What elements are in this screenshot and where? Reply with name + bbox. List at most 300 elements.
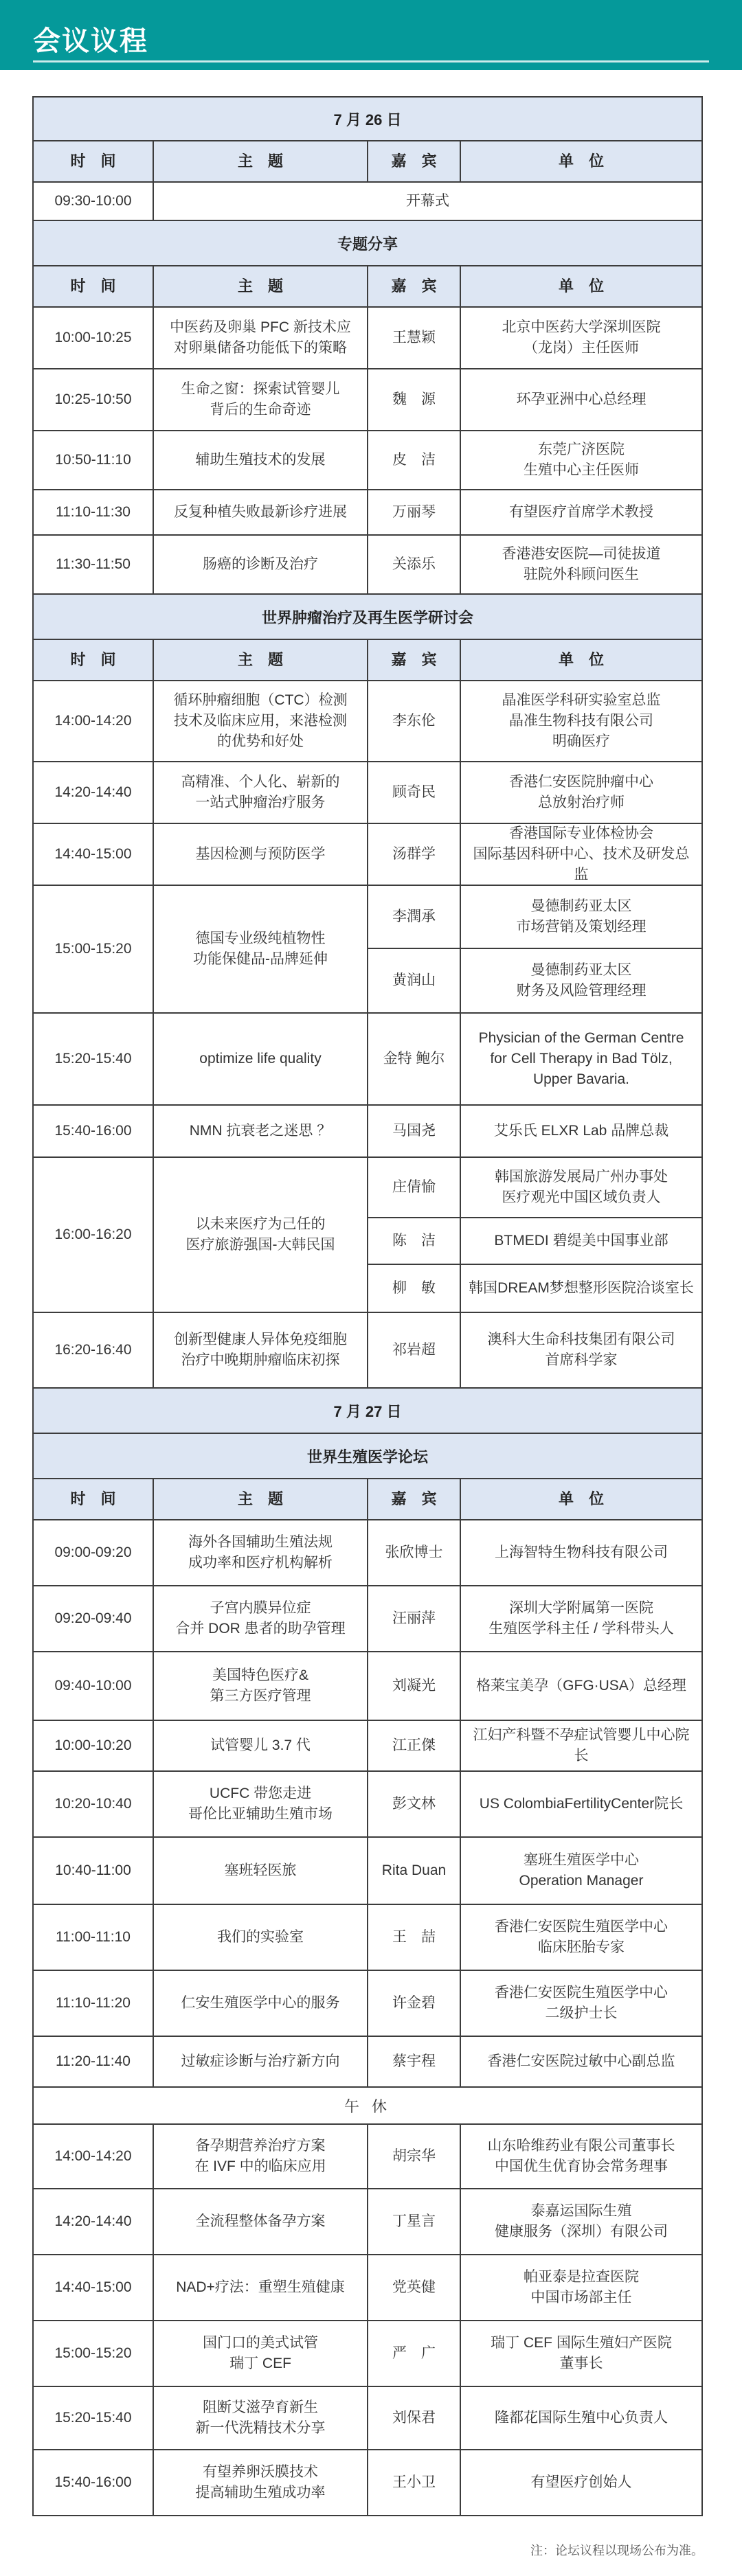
unit-cell-text: 曼德制药亚太区 市场营销及策划经理 bbox=[516, 898, 647, 935]
unit-cell-text: 香港港安医院—司徒拔道 驻院外科顾问医生 bbox=[502, 546, 661, 582]
unit-cell bbox=[461, 824, 701, 885]
topic-cell-text: 中医药及卵巢 PFC 新技术应 对卵巢储备功能低下的策略 bbox=[170, 319, 351, 356]
speaker-cell-text: 蔡宇程 bbox=[392, 2053, 436, 2069]
unit-cell-text: 帕亚泰是拉查医院 中国市场部主任 bbox=[524, 2269, 639, 2305]
table-row bbox=[32, 1838, 703, 1905]
table-row bbox=[32, 2321, 703, 2387]
table-row bbox=[32, 2037, 703, 2088]
speaker-cell bbox=[368, 1971, 461, 2036]
section-title: 专题分享 bbox=[32, 221, 703, 266]
speaker-cell-text: 党英健 bbox=[392, 2279, 436, 2295]
topic-cell bbox=[154, 490, 368, 534]
unit-cell-text: 深圳大学附属第一医院 生殖医学科主任 / 学科带头人 bbox=[488, 1600, 674, 1637]
topic-cell-text: 海外各国辅助生殖法规 成功率和医疗机构解析 bbox=[188, 1534, 333, 1571]
unit-cell-text: 山东哈维药业有限公司董事长 中国优生优育协会常务理事 bbox=[487, 2138, 675, 2174]
topic-cell-text: 有望养卵沃膜技术 提高辅助生殖成功率 bbox=[195, 2464, 326, 2500]
time-cell bbox=[34, 2450, 154, 2515]
header-topic bbox=[154, 141, 368, 181]
speaker-cell-text: 王 喆 bbox=[392, 1929, 436, 1945]
unit-cell bbox=[461, 1905, 701, 1970]
time-cell-text: 14:20-14:40 bbox=[54, 784, 132, 800]
time-cell bbox=[34, 1106, 154, 1156]
time-cell-text: 15:20-15:40 bbox=[54, 2410, 132, 2426]
speaker-cell bbox=[368, 1158, 461, 1217]
speaker-subrow bbox=[368, 1158, 701, 1218]
speaker-cell-text: 万丽琴 bbox=[392, 504, 436, 520]
header-unit bbox=[461, 1479, 701, 1519]
topic-cell bbox=[154, 1313, 368, 1387]
time-cell-text: 09:40-10:00 bbox=[54, 1678, 132, 1694]
topic-cell-text: 国门口的美式试管 瑞丁 CEF bbox=[203, 2335, 318, 2371]
header-topic-text: 主 题 bbox=[237, 1490, 283, 1507]
table-row bbox=[32, 2387, 703, 2450]
unit-cell bbox=[461, 2387, 701, 2449]
unit-cell-text: 东莞广济医院 生殖中心主任医师 bbox=[524, 442, 639, 478]
header-time-text: 时 间 bbox=[70, 1490, 116, 1507]
time-cell bbox=[34, 308, 154, 368]
time-cell bbox=[34, 762, 154, 823]
time-cell bbox=[34, 2125, 154, 2188]
header-banner bbox=[0, 0, 742, 70]
speaker-cell-text: 王小卫 bbox=[392, 2474, 436, 2490]
speaker-cell bbox=[368, 369, 461, 430]
time-cell bbox=[34, 183, 154, 220]
speaker-subrow bbox=[368, 949, 701, 1012]
speaker-cell-text: 许金碧 bbox=[392, 1995, 436, 2011]
break-row: 午 休 bbox=[32, 2088, 703, 2125]
speaker-subrow bbox=[368, 886, 701, 949]
table-row bbox=[32, 2189, 703, 2255]
topic-cell-text: 创新型健康人异体免疫细胞 治疗中晚期肿瘤临床初探 bbox=[174, 1332, 347, 1368]
header-topic bbox=[154, 266, 368, 306]
table-header bbox=[32, 266, 703, 308]
time-cell-text: 11:10-11:20 bbox=[56, 1995, 131, 2011]
header-speaker bbox=[368, 640, 461, 680]
time-cell-text: 11:00-11:10 bbox=[56, 1929, 131, 1945]
unit-cell bbox=[461, 2255, 701, 2320]
unit-cell bbox=[461, 2037, 701, 2086]
unit-cell bbox=[461, 681, 701, 761]
topic-cell-text: 反复种植失败最新诊疗进展 bbox=[174, 504, 347, 520]
speaker-cell bbox=[368, 2189, 461, 2254]
topic-cell-text: optimize life quality bbox=[199, 1051, 322, 1067]
speaker-cell-text: 刘凝光 bbox=[392, 1678, 436, 1694]
unit-cell-text: Physician of the German Centre for Cell Therapy in Bad Tölz, Upper Bavaria. bbox=[478, 1030, 684, 1087]
unit-cell bbox=[461, 1652, 701, 1720]
table-header bbox=[32, 141, 703, 183]
unit-cell-text: 环孕亚洲中心总经理 bbox=[516, 391, 647, 407]
time-cell-text: 09:30-10:00 bbox=[54, 193, 132, 209]
speaker-cell-text: 李潤承 bbox=[392, 909, 436, 924]
unit-cell bbox=[461, 1313, 701, 1387]
topic-cell-text: 全流程整体备孕方案 bbox=[195, 2213, 326, 2229]
header-time bbox=[34, 141, 154, 181]
topic-cell bbox=[154, 1971, 368, 2036]
topic-cell-text: 试管婴儿 3.7 代 bbox=[210, 1737, 311, 1753]
topic-cell bbox=[154, 431, 368, 489]
topic-cell bbox=[154, 2450, 368, 2515]
section-title: 7 月 26 日 bbox=[32, 96, 703, 141]
speaker-cell bbox=[368, 2321, 461, 2386]
footnote: 注：论坛议程以现场公布为准。 bbox=[530, 2544, 704, 2557]
speaker-cell bbox=[368, 1520, 461, 1585]
time-cell-text: 11:10-11:30 bbox=[56, 504, 131, 520]
unit-cell-text: 格莱宝美孕（GFG·USA）总经理 bbox=[476, 1678, 686, 1694]
time-cell bbox=[34, 1721, 154, 1770]
unit-cell bbox=[461, 490, 701, 534]
section-title: 世界肿瘤治疗及再生医学研讨会 bbox=[32, 595, 703, 640]
speaker-cell-text: 柳 敏 bbox=[392, 1280, 436, 1296]
unit-cell-text: 瑞丁 CEF 国际生殖妇产医院 董事长 bbox=[491, 2335, 672, 2371]
time-cell bbox=[34, 1014, 154, 1104]
table-row bbox=[32, 681, 703, 762]
time-cell bbox=[34, 1905, 154, 1970]
unit-cell bbox=[461, 1838, 701, 1904]
topic-cell bbox=[154, 2321, 368, 2386]
time-cell bbox=[34, 536, 154, 593]
speaker-cell bbox=[368, 681, 461, 761]
unit-cell-text: 有望医疗首席学术教授 bbox=[509, 504, 653, 520]
header-speaker-text: 嘉 宾 bbox=[391, 651, 437, 668]
topic-cell-text: UCFC 带您走进 哥伦比亚辅助生殖市场 bbox=[188, 1786, 333, 1822]
header-time-text: 时 间 bbox=[70, 277, 116, 295]
topic-cell-text: 辅助生殖技术的发展 bbox=[195, 452, 326, 468]
table-row bbox=[32, 1014, 703, 1106]
speaker-cell bbox=[368, 886, 461, 948]
topic-cell bbox=[154, 308, 368, 368]
speaker-cell-text: 张欣博士 bbox=[385, 1545, 443, 1560]
header-topic bbox=[154, 640, 368, 680]
speaker-cell-text: 皮 洁 bbox=[392, 452, 436, 468]
topic-cell bbox=[154, 2125, 368, 2188]
header-topic-text: 主 题 bbox=[237, 651, 283, 668]
time-cell bbox=[34, 2321, 154, 2386]
speaker-cell-text: 胡宗华 bbox=[392, 2148, 436, 2164]
unit-cell bbox=[461, 1014, 701, 1104]
header-unit-text: 单 位 bbox=[558, 1490, 604, 1507]
unit-cell bbox=[461, 762, 701, 823]
speaker-cell-text: 庄倩愉 bbox=[392, 1179, 436, 1195]
topic-cell bbox=[154, 1106, 368, 1156]
time-cell-text: 10:20-10:40 bbox=[54, 1796, 132, 1812]
table-row bbox=[32, 183, 703, 221]
header-topic-text: 主 题 bbox=[237, 152, 283, 170]
header-unit bbox=[461, 266, 701, 306]
header-unit-text: 单 位 bbox=[558, 152, 604, 170]
speaker-cell bbox=[368, 2387, 461, 2449]
unit-cell-text: 艾乐氏 ELXR Lab 品牌总裁 bbox=[493, 1123, 669, 1139]
unit-cell bbox=[461, 1586, 701, 1651]
header-time-text: 时 间 bbox=[70, 651, 116, 668]
topic-cell bbox=[154, 2387, 368, 2449]
time-cell-text: 15:00-15:20 bbox=[54, 2345, 132, 2361]
speaker-cell bbox=[368, 308, 461, 368]
table-row bbox=[32, 2125, 703, 2189]
speaker-cell-text: 陈 洁 bbox=[392, 1233, 436, 1249]
table-row bbox=[32, 536, 703, 595]
topic-cell bbox=[154, 1586, 368, 1651]
speaker-cell bbox=[368, 2037, 461, 2086]
time-cell bbox=[34, 681, 154, 761]
unit-cell bbox=[461, 1971, 701, 2036]
time-cell-text: 10:00-10:25 bbox=[54, 330, 132, 345]
table-row bbox=[32, 1520, 703, 1586]
topic-cell bbox=[154, 1721, 368, 1770]
topic-cell-text: 子宫内膜异位症 合并 DOR 患者的助孕管理 bbox=[175, 1600, 346, 1637]
header-unit bbox=[461, 141, 701, 181]
header-speaker-text: 嘉 宾 bbox=[391, 152, 437, 170]
header-speaker bbox=[368, 141, 461, 181]
speaker-cell-text: 祁岩超 bbox=[392, 1342, 436, 1358]
topic-cell-text: 基因检测与预防医学 bbox=[195, 846, 326, 862]
unit-cell bbox=[461, 431, 701, 489]
unit-cell-text: 香港仁安医院生殖医学中心 二级护士长 bbox=[495, 1985, 668, 2021]
speaker-cell bbox=[368, 1265, 461, 1312]
unit-cell-text: 香港仁安医院生殖医学中心 临床胚胎专家 bbox=[495, 1919, 668, 1955]
table-row bbox=[32, 431, 703, 490]
unit-cell bbox=[461, 1158, 701, 1217]
speaker-cell-text: 关添乐 bbox=[392, 556, 436, 572]
table-row bbox=[32, 1313, 703, 1389]
unit-cell bbox=[461, 2189, 701, 2254]
time-cell bbox=[34, 2387, 154, 2449]
topic-cell-text: NAD+疗法：重塑生殖健康 bbox=[176, 2279, 345, 2295]
speaker-cell bbox=[368, 1652, 461, 1720]
time-cell-text: 14:00-14:20 bbox=[54, 2148, 132, 2164]
header-unit-text: 单 位 bbox=[558, 651, 604, 668]
unit-cell bbox=[461, 2450, 701, 2515]
speaker-cell-text: 严 广 bbox=[392, 2345, 436, 2361]
time-cell bbox=[34, 1652, 154, 1720]
topic-cell bbox=[154, 1838, 368, 1904]
time-cell bbox=[34, 1313, 154, 1387]
time-cell-text: 16:00-16:20 bbox=[54, 1227, 132, 1242]
unit-cell bbox=[461, 1721, 701, 1770]
session-cell-text: 开幕式 bbox=[406, 193, 449, 209]
header-topic-text: 主 题 bbox=[237, 277, 283, 295]
unit-cell-text: 韩国旅游发展局广州办事处 医疗观光中国区域负责人 bbox=[495, 1169, 668, 1205]
topic-cell-text: 德国专业级纯植物性 功能保健品-品牌延伸 bbox=[193, 931, 328, 967]
speaker-cell-text: 江正傑 bbox=[392, 1737, 436, 1753]
topic-cell bbox=[154, 369, 368, 430]
unit-cell bbox=[461, 1106, 701, 1156]
speaker-cell bbox=[368, 1313, 461, 1387]
speaker-cell bbox=[368, 762, 461, 823]
speaker-cell bbox=[368, 1014, 461, 1104]
speaker-cell-text: 汤群学 bbox=[392, 846, 436, 862]
time-cell-text: 11:20-11:40 bbox=[56, 2053, 131, 2069]
table-row bbox=[32, 824, 703, 886]
speaker-cell bbox=[368, 949, 461, 1012]
unit-cell-text: 曼德制药亚太区 财务及风险管理经理 bbox=[516, 962, 647, 999]
unit-cell bbox=[461, 1265, 701, 1312]
speaker-cell-text: Rita Duan bbox=[381, 1862, 447, 1878]
topic-cell bbox=[154, 762, 368, 823]
speaker-cell bbox=[368, 490, 461, 534]
unit-cell bbox=[461, 1520, 701, 1585]
unit-cell-text: 上海智特生物科技有限公司 bbox=[495, 1545, 668, 1560]
agenda-table bbox=[32, 96, 703, 2516]
topic-cell bbox=[154, 2255, 368, 2320]
time-cell bbox=[34, 1586, 154, 1651]
unit-cell-text: US ColombiaFertilityCenter院长 bbox=[479, 1796, 684, 1812]
time-cell-text: 10:40-11:00 bbox=[55, 1862, 131, 1878]
speaker-cell bbox=[368, 2255, 461, 2320]
speaker-cell-text: 黄润山 bbox=[392, 972, 436, 988]
header-time-text: 时 间 bbox=[70, 152, 116, 170]
table-row bbox=[32, 1586, 703, 1652]
topic-cell bbox=[154, 1905, 368, 1970]
time-cell bbox=[34, 824, 154, 885]
time-cell-text: 14:20-14:40 bbox=[54, 2213, 132, 2229]
speaker-cell bbox=[368, 431, 461, 489]
speaker-cell-text: 彭文林 bbox=[392, 1796, 436, 1812]
topic-cell-text: 我们的实验室 bbox=[217, 1929, 304, 1945]
topic-cell bbox=[154, 886, 368, 1012]
unit-cell bbox=[461, 536, 701, 593]
topic-cell bbox=[154, 1158, 368, 1312]
time-cell bbox=[34, 490, 154, 534]
time-cell-text: 14:40-15:00 bbox=[54, 846, 132, 862]
speaker-group bbox=[368, 886, 701, 1012]
speaker-cell bbox=[368, 1838, 461, 1904]
speaker-subrow bbox=[368, 1218, 701, 1265]
speaker-cell-text: 魏 源 bbox=[392, 391, 436, 407]
header-speaker bbox=[368, 1479, 461, 1519]
speaker-cell-text: 王慧颖 bbox=[392, 330, 436, 345]
time-cell-text: 14:00-14:20 bbox=[54, 713, 132, 729]
unit-cell-text: 江妇产科暨不孕症试管婴儿中心院长 bbox=[473, 1727, 690, 1764]
header-speaker bbox=[368, 266, 461, 306]
speaker-subrow bbox=[368, 1265, 701, 1312]
time-cell bbox=[34, 1971, 154, 2036]
speaker-cell bbox=[368, 1106, 461, 1156]
topic-cell-text: 美国特色医疗& 第三方医疗管理 bbox=[210, 1667, 311, 1704]
unit-cell-text: 韩国DREAM梦想整形医院洽谈室长 bbox=[469, 1280, 694, 1296]
unit-cell bbox=[461, 1772, 701, 1836]
time-cell-text: 10:50-11:10 bbox=[55, 452, 131, 468]
unit-cell-text: 香港仁安医院过敏中心副总监 bbox=[487, 2053, 675, 2069]
time-cell-text: 09:00-09:20 bbox=[54, 1545, 132, 1560]
time-cell bbox=[34, 1838, 154, 1904]
table-row bbox=[32, 369, 703, 431]
speaker-group bbox=[368, 1158, 701, 1312]
speaker-cell-text: 马国尧 bbox=[392, 1123, 436, 1139]
table-row bbox=[32, 762, 703, 824]
speaker-cell-text: 顾奇民 bbox=[392, 784, 436, 800]
time-cell bbox=[34, 369, 154, 430]
unit-cell bbox=[461, 1218, 701, 1264]
time-cell bbox=[34, 1520, 154, 1585]
unit-cell-text: 香港国际专业体检协会 国际基因科研中心、技术及研发总监 bbox=[473, 825, 690, 882]
speaker-cell bbox=[368, 1905, 461, 1970]
speaker-cell-text: 金特 鲍尔 bbox=[383, 1051, 445, 1067]
topic-cell-text: 塞班轻医旅 bbox=[224, 1862, 297, 1878]
speaker-cell bbox=[368, 1721, 461, 1770]
table-row bbox=[32, 1721, 703, 1772]
section-title: 世界生殖医学论坛 bbox=[32, 1434, 703, 1479]
unit-cell-text: 晶准医学科研实验室总监 晶准生物科技有限公司 明确医疗 bbox=[502, 692, 661, 749]
time-cell-text: 16:20-16:40 bbox=[54, 1342, 132, 1358]
time-cell bbox=[34, 2037, 154, 2086]
header-speaker-text: 嘉 宾 bbox=[391, 1490, 437, 1507]
speaker-cell bbox=[368, 1218, 461, 1264]
table-row bbox=[32, 1652, 703, 1721]
header-speaker-text: 嘉 宾 bbox=[391, 277, 437, 295]
unit-cell-text: 有望医疗创始人 bbox=[530, 2474, 632, 2490]
topic-cell bbox=[154, 2189, 368, 2254]
session-cell bbox=[154, 183, 701, 220]
unit-cell bbox=[461, 2125, 701, 2188]
topic-cell bbox=[154, 1014, 368, 1104]
topic-cell bbox=[154, 824, 368, 885]
table-row bbox=[32, 886, 703, 1014]
speaker-cell-text: 丁星言 bbox=[392, 2213, 436, 2229]
speaker-cell bbox=[368, 2450, 461, 2515]
unit-cell bbox=[461, 308, 701, 368]
time-cell-text: 15:00-15:20 bbox=[54, 941, 132, 957]
topic-cell-text: NMN 抗衰老之迷思 ？ bbox=[189, 1123, 332, 1139]
table-row bbox=[32, 1905, 703, 1971]
speaker-cell bbox=[368, 824, 461, 885]
time-cell-text: 10:25-10:50 bbox=[54, 391, 132, 407]
header-time bbox=[34, 640, 154, 680]
unit-cell-text: 隆都花国际生殖中心负责人 bbox=[495, 2410, 668, 2426]
table-row bbox=[32, 1971, 703, 2037]
time-cell bbox=[34, 1772, 154, 1836]
speaker-cell bbox=[368, 1586, 461, 1651]
time-cell-text: 10:00-10:20 bbox=[54, 1737, 132, 1753]
time-cell bbox=[34, 886, 154, 1012]
table-row bbox=[32, 1772, 703, 1838]
unit-cell bbox=[461, 949, 701, 1012]
header-topic bbox=[154, 1479, 368, 1519]
time-cell-text: 09:20-09:40 bbox=[54, 1610, 132, 1626]
topic-cell-text: 生命之窗：探索试管婴儿 背后的生命奇迹 bbox=[181, 381, 340, 418]
topic-cell bbox=[154, 536, 368, 593]
topic-cell bbox=[154, 2037, 368, 2086]
header-unit bbox=[461, 640, 701, 680]
unit-cell-text: 泰嘉运国际生殖 健康服务（深圳）有限公司 bbox=[495, 2203, 668, 2239]
time-cell-text: 15:40-16:00 bbox=[54, 2474, 132, 2490]
topic-cell bbox=[154, 1520, 368, 1585]
unit-cell-text: 澳科大生命科技集团有限公司 首席科学家 bbox=[487, 1332, 675, 1368]
table-row bbox=[32, 1158, 703, 1313]
topic-cell-text: 以未来医疗为己任的 医疗旅游强国-大韩民国 bbox=[186, 1216, 335, 1253]
topic-cell-text: 过敏症诊断与治疗新方向 bbox=[181, 2053, 340, 2069]
time-cell-text: 15:20-15:40 bbox=[54, 1051, 132, 1067]
time-cell bbox=[34, 2255, 154, 2320]
unit-cell bbox=[461, 369, 701, 430]
table-row bbox=[32, 2450, 703, 2516]
speaker-cell bbox=[368, 1772, 461, 1836]
header-time bbox=[34, 1479, 154, 1519]
table-header bbox=[32, 1479, 703, 1520]
table-row bbox=[32, 490, 703, 536]
speaker-cell bbox=[368, 536, 461, 593]
table-row bbox=[32, 2255, 703, 2321]
unit-cell-text: 塞班生殖医学中心 Operation Manager bbox=[519, 1852, 644, 1889]
time-cell bbox=[34, 2189, 154, 2254]
banner-divider bbox=[33, 60, 709, 62]
section-title: 7 月 27 日 bbox=[32, 1389, 703, 1434]
topic-cell bbox=[154, 681, 368, 761]
unit-cell-text: 北京中医药大学深圳医院 （龙岗）主任医师 bbox=[502, 319, 661, 356]
time-cell-text: 11:30-11:50 bbox=[56, 556, 131, 572]
unit-cell bbox=[461, 886, 701, 948]
speaker-cell bbox=[368, 2125, 461, 2188]
time-cell-text: 14:40-15:00 bbox=[54, 2279, 132, 2295]
